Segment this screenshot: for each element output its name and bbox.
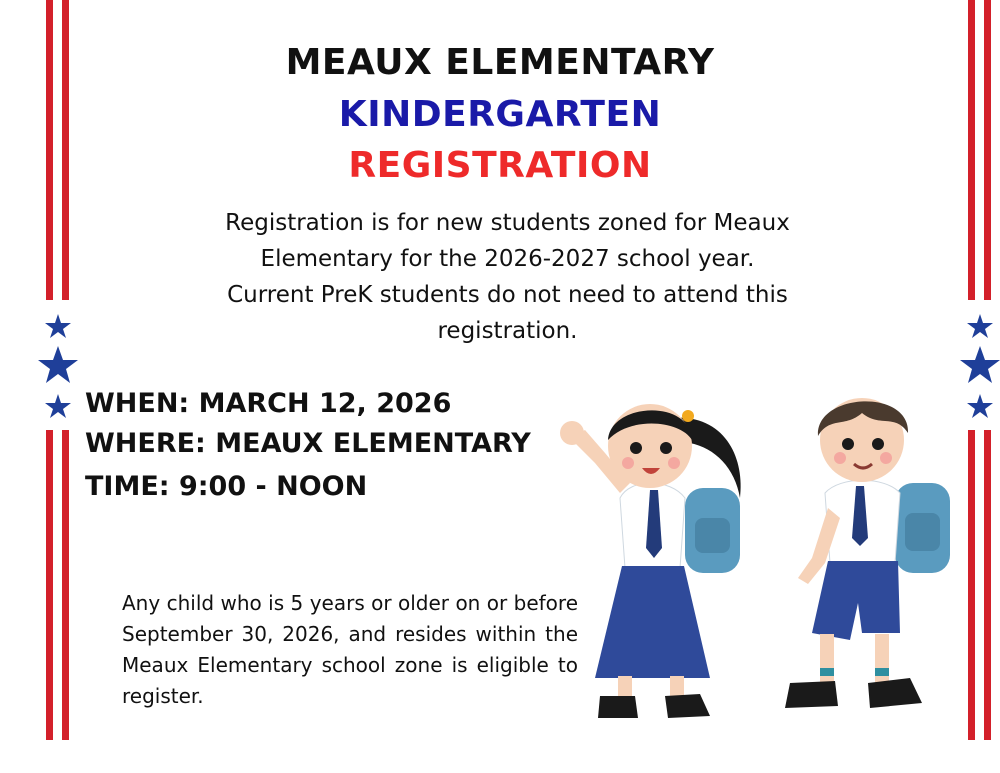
program-title: KINDERGARTEN: [338, 94, 662, 135]
event-title: REGISTRATION: [348, 145, 652, 186]
event-date: WHEN: MARCH 12, 2026: [85, 388, 452, 419]
eligibility-note: Any child who is 5 years or older on or before September 30, 2026, and resides within the Meaux Elementary school zone is eligible to register.: [122, 591, 578, 708]
intro-paragraph: Registration is for new students zoned for Meaux Elementary for the 2026-2027 school year. Current PreK students do not need to attend this registration.: [225, 210, 790, 344]
event-location: WHERE: MEAUX ELEMENTARY: [85, 428, 531, 459]
schoolchildren-illustration: [550, 378, 970, 738]
girl-figure: [560, 404, 741, 718]
school-title: MEAUX ELEMENTARY: [285, 42, 715, 83]
left-stars-icon: [28, 310, 88, 420]
event-time: TIME: 9:00 - NOON: [85, 471, 368, 502]
boy-figure: [785, 398, 950, 708]
